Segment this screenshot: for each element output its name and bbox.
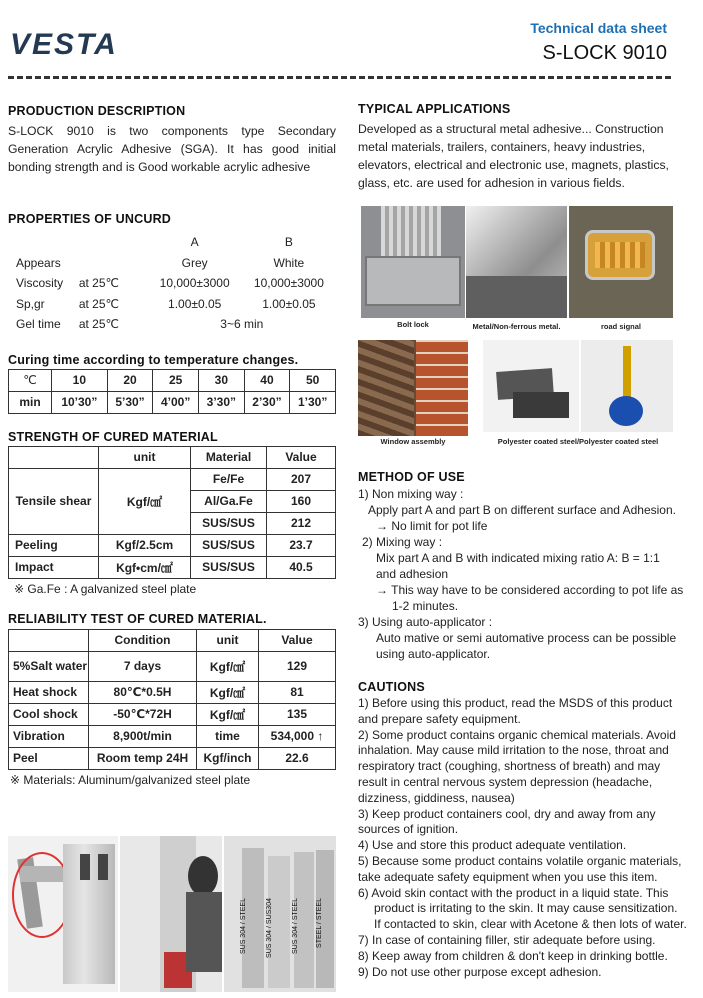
metal-photo: [466, 206, 567, 318]
prop-b: 10,000±3000: [253, 276, 324, 291]
reliability-title: RELIABILITY TEST OF CURED MATERIAL.: [8, 611, 267, 626]
uncured-row: [8, 253, 336, 274]
company-logo: VESTA: [10, 28, 118, 61]
table-cell: Cool shock: [9, 703, 89, 725]
table-cell: 40: [244, 369, 290, 391]
strength-note: ※ Ga.Fe : A galvanized steel plate: [14, 581, 197, 596]
list-item: If contacted to skin, clear with Acetone & then lots of water.: [374, 917, 687, 932]
table-cell: SUS/SUS: [191, 512, 267, 534]
list-item: Mix part A and B with indicated mixing ratio A: B = 1:1: [376, 551, 660, 565]
table-cell: 25: [153, 369, 199, 391]
caption: Metal/Non-ferrous metal.: [472, 322, 561, 331]
prop-cond: at 25℃: [78, 276, 119, 291]
table-cell: Kgf/㎠: [197, 703, 259, 725]
table-cell: 135: [259, 703, 336, 725]
table-cell: min: [9, 391, 52, 413]
prop-label: Sp,gr: [16, 296, 45, 311]
table-row: [9, 725, 336, 747]
list-item: and adhesion: [376, 567, 449, 581]
production-title: PRODUCTION DESCRIPTION: [8, 104, 186, 118]
reliability-table: [8, 629, 336, 770]
list-item: 4) Use and store this product adequate ventilation.: [358, 838, 627, 853]
applications-title: TYPICAL APPLICATIONS: [358, 102, 511, 116]
table-cell: 10: [52, 369, 108, 391]
table-cell: 81: [259, 681, 336, 703]
prop-label: Viscosity: [16, 276, 64, 291]
table-row: [9, 556, 336, 578]
list-item: and prepare safety equipment.: [358, 711, 521, 726]
table-cell: SUS/SUS: [191, 534, 267, 556]
caption: road signal: [600, 322, 641, 331]
table-cell: -50℃*72H: [89, 703, 197, 725]
table-cell: Vibration: [9, 725, 89, 747]
table-cell: Material: [191, 446, 267, 468]
table-cell: Kgf/㎠: [197, 651, 259, 681]
prop-cond: at 25℃: [78, 296, 119, 311]
list-item: 8) Keep away from children & don't keep in drinking bottle.: [358, 948, 668, 963]
table-row: [9, 446, 336, 468]
header-titles: [530, 20, 667, 65]
list-item: Auto mative or semi automative process can be possible: [376, 631, 677, 645]
caption: Window assembly: [380, 437, 446, 446]
list-item: Apply part A and part B on different surface and Adhesion.: [368, 503, 676, 517]
table-cell: 22.6: [259, 747, 336, 769]
production-text: S-LOCK 9010 is two components type Secondary Generation Acrylic Adhesive (SGA). It has good initial bonding strength and is Good workable acrylic adhesive: [8, 124, 336, 174]
list-item: 2) Some product contains organic chemical materials. Avoid: [358, 727, 676, 742]
plate-label: SUS 304 / SUS304: [266, 898, 273, 958]
cautions-list: [358, 696, 688, 980]
prop-label: Appears: [16, 255, 61, 270]
list-item: 7) In case of containing filler, stir adequate before using.: [358, 932, 656, 947]
prop-a: Grey: [181, 255, 208, 270]
curing-title: Curing time according to temperature changes.: [8, 352, 299, 367]
table-cell: 20: [107, 369, 153, 391]
method-list: [358, 486, 688, 662]
table-cell: Peel: [9, 747, 89, 769]
table-cell: 212: [267, 512, 336, 534]
uncured-title: PROPERTIES OF UNCURD: [8, 212, 172, 226]
prop-label: Gel time: [16, 317, 61, 332]
list-item: 1) Before using this product, read the MSDS of this product: [358, 696, 673, 710]
table-cell: 160: [267, 490, 336, 512]
table-cell: Tensile shear: [9, 468, 99, 534]
sheet-type-title: Technical data sheet: [530, 20, 667, 36]
gel-time-row: [8, 314, 336, 335]
table-cell: 40.5: [267, 556, 336, 578]
table-cell: Room temp 24H: [89, 747, 197, 769]
table-cell: 23.7: [267, 534, 336, 556]
prop-a: 10,000±3000: [159, 276, 230, 291]
method-section: [358, 470, 688, 662]
table-cell: 50: [290, 369, 336, 391]
table-row: [9, 629, 336, 651]
table-cell: unit: [197, 629, 259, 651]
table-cell: Value: [267, 446, 336, 468]
table-cell: Fe/Fe: [191, 468, 267, 490]
uncured-properties: [8, 232, 336, 335]
test-specimen-photo: [8, 836, 118, 992]
table-cell: Kgf/㎠: [99, 468, 191, 534]
applications-text: Developed as a structural metal adhesive... Construction metal materials, trailers, containers, heavy industries, elevators, electrical and electronic use, magnets, plastics, glass, etc. are used for adhesion in various fields.: [358, 122, 669, 190]
table-cell: ℃: [9, 369, 52, 391]
curing-table: [8, 369, 336, 414]
table-cell: 10’30”: [52, 391, 108, 413]
table-cell: Impact: [9, 556, 99, 578]
table-cell: unit: [99, 446, 191, 468]
table-cell: Value: [259, 629, 336, 651]
list-item: take adequate safety equipment when you use this item.: [358, 869, 658, 884]
table-cell: [9, 446, 99, 468]
table-cell: time: [197, 725, 259, 747]
table-cell: 1’30”: [290, 391, 336, 413]
list-item: respiratory tract (coughing, shortness of breath) and may: [358, 759, 661, 774]
table-cell: 3’30”: [199, 391, 245, 413]
table-cell: Al/Ga.Fe: [191, 490, 267, 512]
road-signal-photo: [569, 206, 673, 318]
list-item: result in central nervous system depression (headache,: [358, 774, 653, 789]
table-cell: Kgf•cm/㎠: [99, 556, 191, 578]
table-row: [9, 747, 336, 769]
table-cell: 2’30”: [244, 391, 290, 413]
cautions-title: CAUTIONS: [358, 680, 425, 694]
left-column: [8, 104, 336, 787]
table-cell: 80℃*0.5H: [89, 681, 197, 703]
uncured-row: [8, 294, 336, 315]
caption: Polyester coated steel/Polyester coated steel: [497, 437, 659, 446]
table-row: [9, 468, 336, 490]
table-cell: Kgf/㎠: [197, 681, 259, 703]
uncured-header-row: [8, 232, 336, 253]
product-name: S-LOCK 9010: [542, 42, 667, 64]
table-cell: SUS/SUS: [191, 556, 267, 578]
table-cell: 7 days: [89, 651, 197, 681]
method-title: METHOD OF USE: [358, 470, 465, 484]
table-cell: Kgf/inch: [197, 747, 259, 769]
reliability-note: ※ Materials: Aluminum/galvanized steel plate: [10, 772, 251, 787]
table-row: [9, 651, 336, 681]
list-item: using auto-applicator.: [376, 647, 491, 661]
list-item: 3) Using auto-applicator :: [358, 615, 493, 629]
prop-cond: at 25℃: [78, 317, 119, 332]
list-item: 1) Non mixing way :: [358, 487, 464, 501]
caption: Bolt lock: [397, 320, 429, 329]
plate-label: STEEL / STEEL: [316, 898, 323, 948]
prop-b: 1.00±0.05: [262, 296, 316, 311]
prop-a: 1.00±0.05: [168, 296, 222, 311]
list-item: product is irritating to the skin. It may cause sensitization.: [374, 901, 678, 916]
table-row: [9, 703, 336, 725]
bonded-plates-photo: [224, 836, 336, 992]
table-cell: 534,000 ↑: [259, 725, 336, 747]
table-cell: Heat shock: [9, 681, 89, 703]
table-cell: 5’30”: [107, 391, 153, 413]
table-row: [9, 681, 336, 703]
list-item: sources of ignition.: [358, 822, 459, 837]
list-item: 1-2 minutes.: [392, 599, 459, 613]
table-cell: Peeling: [9, 534, 99, 556]
uncured-row: [8, 273, 336, 294]
cautions-section: [358, 680, 688, 980]
gel-time-value: 3~6 min: [220, 317, 264, 332]
table-row: [9, 534, 336, 556]
strength-table: [8, 446, 336, 579]
table-cell: 8,900t/min: [89, 725, 197, 747]
prop-b: White: [273, 255, 305, 270]
table-cell: 207: [267, 468, 336, 490]
list-item: inhalation. May cause mild irritation to the nose, throat and: [358, 743, 669, 758]
list-item: 6) Avoid skin contact with the product in a liquid state. This: [358, 885, 669, 900]
table-cell: 5%Salt water: [9, 651, 89, 681]
header-divider: [8, 76, 671, 79]
bolt-lock-photo: [361, 206, 465, 318]
col-a-label: A: [190, 235, 199, 250]
table-cell: Kgf/2.5cm: [99, 534, 191, 556]
list-item: → This way have to be considered according to pot life as: [376, 583, 684, 597]
table-row: [9, 391, 336, 413]
tensile-machine-photo: [120, 836, 222, 992]
table-cell: Condition: [89, 629, 197, 651]
list-item: → No limit for pot life: [376, 519, 488, 533]
list-item: 3) Keep product containers cool, dry and away from any: [358, 806, 656, 821]
strength-title: STRENGTH OF CURED MATERIAL: [8, 429, 218, 444]
table-cell: [9, 629, 89, 651]
list-item: 5) Because some product contains volatile organic materials,: [358, 853, 682, 868]
table-cell: 30: [199, 369, 245, 391]
right-column: [358, 102, 686, 192]
window-assembly-photo: [358, 340, 468, 436]
list-item: dizziness, giddiness, nausea): [358, 790, 515, 805]
table-cell: 129: [259, 651, 336, 681]
table-cell: 4’00”: [153, 391, 199, 413]
plate-label: SUS 304 / STEEL: [240, 898, 247, 955]
col-b-label: B: [284, 235, 293, 250]
coated-steel-photo: [483, 340, 579, 432]
plate-label: SUS 304 / STEEL: [292, 898, 299, 955]
list-item: 9) Do not use other purpose except adhesion.: [358, 964, 602, 979]
list-item: 2) Mixing way :: [362, 535, 443, 549]
magnet-hook-photo: [581, 340, 673, 432]
table-row: [9, 369, 336, 391]
